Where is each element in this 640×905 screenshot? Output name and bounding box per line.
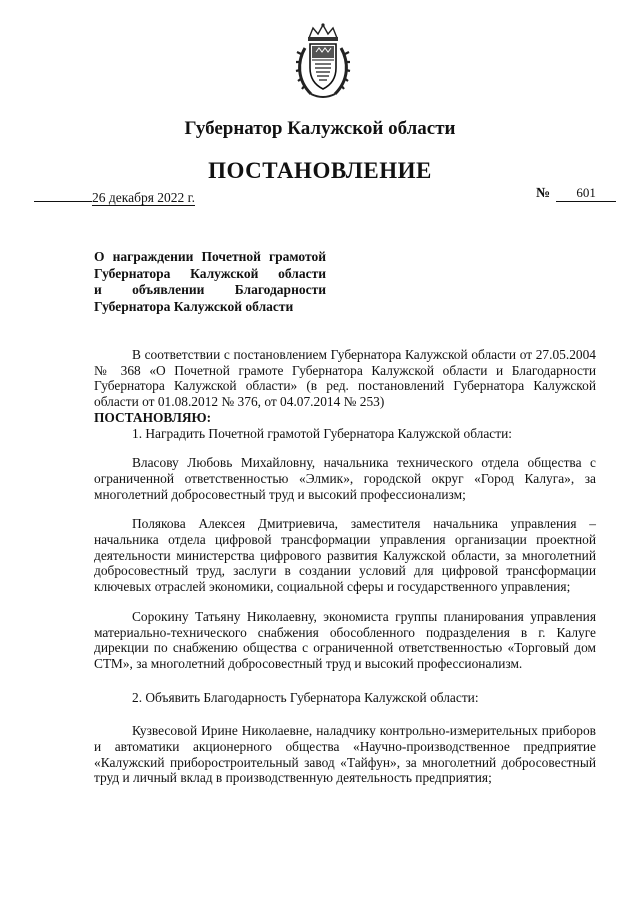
subject-line: Губернатора Калужской области: [94, 265, 326, 281]
document-date: [34, 190, 195, 206]
thanks-paragraph: Кузвесовой Ирине Николаевне, наладчику контрольно-измерительных приборов и автоматики акционерного общества «Научно-производственное предприятие «Калужский приборостроительный завод «Тайфун», за многолетний добросовестный труд и личный вклад в производственную деятельность предприятия;: [94, 723, 596, 786]
award-paragraph: Полякова Алексея Дмитриевича, заместителя начальника управления – начальника отдела цифровой трансформации управления организации проектной деятельности министерства цифрового развития Калужской области, за многолетний добросовестный труд, заслуги в создании условий для цифровой трансформации ключевых отраслей экономики, социальной сферы и государственного управления;: [94, 516, 596, 595]
subject-line: О награждении Почетной грамотой: [94, 249, 326, 264]
preamble-paragraph: В соответствии с постановлением Губернатора Калужской области от 27.05.2004 № 368 «О Почетной грамоте Губернатора Калужской области и Благодарности Губернатора Калужской области» (в ред. постановлений Губернатора Калужской области от 01.08.2012 № 376, от 04.07.2014 № 253): [94, 347, 596, 410]
document-body: [94, 347, 596, 786]
clause-1: 1. Наградить Почетной грамотой Губернатора Калужской области:: [132, 425, 512, 441]
subject-line: и объявлении Благодарности: [94, 282, 326, 297]
resolve-heading: ПОСТАНОВЛЯЮ:: [94, 409, 212, 425]
subject-line: Губернатора Калужской области: [94, 298, 294, 314]
number-value: 601: [556, 185, 616, 202]
date-value: 26 декабря 2022 г.: [92, 190, 196, 205]
coat-of-arms-icon: [295, 22, 351, 100]
award-paragraph: Власову Любовь Михайловну, начальника технического отдела общества с ограниченной ответственностью «Элмик», городской округ «Город Калуга», за многолетний добросовестный труд и высокий профессионализм;: [94, 455, 596, 502]
clause-2: 2. Объявить Благодарность Губернатора Калужской области:: [132, 689, 479, 705]
number-label: №: [536, 186, 551, 201]
document-number: [536, 185, 616, 202]
date-underline: [34, 201, 92, 202]
document-type: ПОСТАНОВЛЕНИЕ: [208, 158, 432, 183]
award-paragraph: Сорокину Татьяну Николаевну, экономиста группы планирования управления материально-технического снабжения обособленного подразделения в г. Калуге дирекции по снабжению общества с ограниченной ответственностью «Торговый дом СТМ», за многолетний добросовестный труд и высокий профессионализм.: [94, 608, 596, 671]
document-subject: [94, 249, 326, 315]
authority-title: Губернатор Калужской области: [184, 118, 456, 139]
